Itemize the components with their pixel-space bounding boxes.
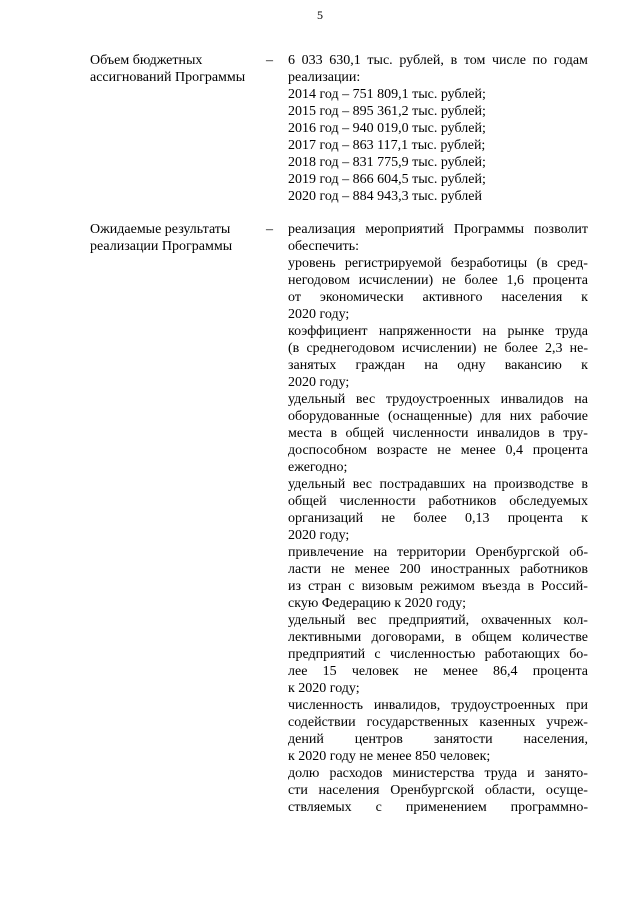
text-line: (в среднегодовом исчислении) не более 2,3 не- [288, 341, 588, 356]
text-line: из стран с визовым режимом въезда в Россий- [288, 579, 588, 594]
text-line: общей численности работников обследуемых [288, 494, 588, 509]
text-line: негодовом исчислении) не более 1,6 процента [288, 273, 588, 288]
expected-results-label [90, 221, 280, 255]
text-line: предприятий с численностью работающих бо- [288, 647, 588, 662]
text-line: лее 15 человек не менее 86,4 процента [288, 664, 588, 679]
text-line: содействии государственных казенных учреж- [288, 715, 588, 730]
label-line: Ожидаемые результаты [90, 222, 231, 237]
text-line: к 2020 году не менее 850 человек; [288, 749, 491, 764]
page-number: 5 [317, 8, 323, 22]
text-line: дений центров занятости населения, [288, 732, 588, 747]
text-line: 6 033 630,1 тыс. рублей, в том числе по годам [288, 53, 588, 68]
text-line: обеспечить: [288, 239, 359, 254]
text-line: 2020 году; [288, 307, 350, 322]
text-line: доспособном возрасте не менее 0,4 процента [288, 443, 588, 458]
text-line: 2019 год – 866 604,5 тыс. рублей; [288, 172, 486, 187]
text-line: численность инвалидов, трудоустроенных при [288, 698, 588, 713]
text-line: лективными договорами, в общем количестве [288, 630, 588, 645]
label-line: ассигнований Программы [90, 70, 246, 85]
text-line: 2016 год – 940 019,0 тыс. рублей; [288, 121, 486, 136]
text-line: уровень регистрируемой безработицы (в сред- [288, 256, 588, 271]
text-line: 2020 год – 884 943,3 тыс. рублей [288, 189, 482, 204]
text-line: оборудованные (оснащенные) для них рабочие [288, 409, 588, 424]
text-line: 2015 год – 895 361,2 тыс. рублей; [288, 104, 486, 119]
text-line: ежегодно; [288, 460, 348, 475]
text-line: занятых граждан на одну вакансию к [288, 358, 588, 373]
text-line: реализации: [288, 70, 361, 85]
text-line: к 2020 году; [288, 681, 360, 696]
text-line: удельный вес предприятий, охваченных кол- [288, 613, 588, 628]
text-line: 2017 год – 863 117,1 тыс. рублей; [288, 138, 486, 153]
text-line: места в общей численности инвалидов в тру- [288, 426, 588, 441]
text-line: реализация мероприятий Программы позволит [288, 222, 588, 237]
budget-allocation-text [288, 52, 588, 205]
label-line: Объем бюджетных [90, 53, 203, 68]
text-line: сти населения Оренбургской области, осуще- [288, 783, 588, 798]
text-line: ствляемых с применением программно- [288, 800, 588, 815]
text-line: долю расходов министерства труда и занято- [288, 766, 588, 781]
text-line: 2020 году; [288, 528, 350, 543]
text-line: от экономически активного населения к [288, 290, 588, 305]
text-line: 2014 год – 751 809,1 тыс. рублей; [288, 87, 486, 102]
expected-results-text [288, 221, 588, 816]
budget-allocation-label [90, 52, 280, 86]
text-line: ласти не менее 200 иностранных работников [288, 562, 588, 577]
label-line: реализации Программы [90, 239, 233, 254]
separator-dash: – [266, 222, 273, 237]
separator-dash: – [266, 53, 273, 68]
text-line: коэффициент напряженности на рынке труда [288, 324, 588, 339]
text-line: привлечение на территории Оренбургской об- [288, 545, 588, 560]
text-line: организаций не более 0,13 процента к [288, 511, 588, 526]
text-line: 2018 год – 831 775,9 тыс. рублей; [288, 155, 486, 170]
text-line: скую Федерацию к 2020 году; [288, 596, 466, 611]
text-line: удельный вес пострадавших на производстве в [288, 477, 588, 492]
text-line: 2020 году; [288, 375, 350, 390]
text-line: удельный вес трудоустроенных инвалидов на [288, 392, 588, 407]
